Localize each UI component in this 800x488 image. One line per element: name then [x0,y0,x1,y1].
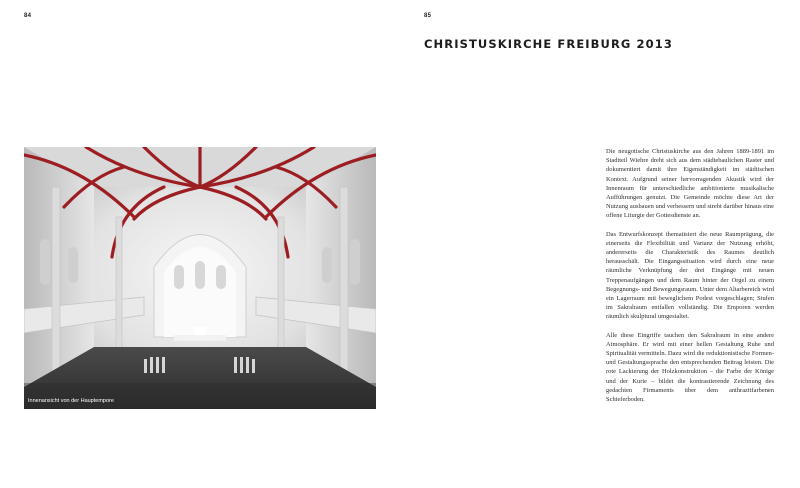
paragraph-1: Die neugotische Christuskirche aus den Jahren 1889-1891 im Stadtteil Wiehre dreht sich aus dem städtebaulichen Raster und dokumentiert damit ihre Eigenständigkeit im städtischen Kontext. Aufgrund seiner hervorragenden Akustik wird der Innenraum für unterschiedliche ambitionierte musikalische Aufführungen genutzt. Die Gemeinde möchte diese Art der Nutzung ausbauen und verbessern und strebt darüber hinaus eine offene Liturgie der Gottesdienste an. [606,148,774,220]
right-page [400,0,800,488]
church-interior-illustration [24,147,376,409]
paragraph-3: Alle diese Eingriffe tauchen den Sakralraum in eine andere Atmosphäre. Er wird mit einer hellen Gestaltung Ruhe und Spiritualität vermitteln. Dazu wird die reduktionistische Formen- und Gestaltungssprache den entsprechenden Beitrag leisten. Die rote Lackierung der Holzkonstruktion – die Farbe der Könige und der Kurie – bildet die kontrastierende Zeichnung des gedachten Firmaments über dem anthrazitfarbenen Schieferboden. [606,331,774,404]
body-text [606,147,774,413]
paragraph-2: Das Entwurfskonzept thematisiert die neue Raumprägung, die einerseits die Flexibilität und Varianz der Nutzung erhöht, andererseits die Charakteristik des Raumes deutlich herausschält. Die Eingangssituation wird durch eine neue räumliche Verknüpfung der drei Eingänge mit neuen Treppenaufgängen und dem Raum hinter der Orgel zu einem Begegnungs- und Bewegungsraum. Unter dem Altarbereich wird ein Lagerraum mit beweglichem Podest vorgeschlagen; Stufen im Sakralraum entfallen vollständig. Die Emporen werden räumlich skulptural umgestaltet. [606,230,774,321]
church-interior-photo [24,147,376,409]
page-number-right: 85 [424,13,432,19]
page-title: CHRISTUSKIRCHE FREIBURG 2013 [424,37,673,51]
page-number-left: 84 [24,13,32,19]
photo-caption: Innenansicht von der Hauptempore [28,398,114,404]
